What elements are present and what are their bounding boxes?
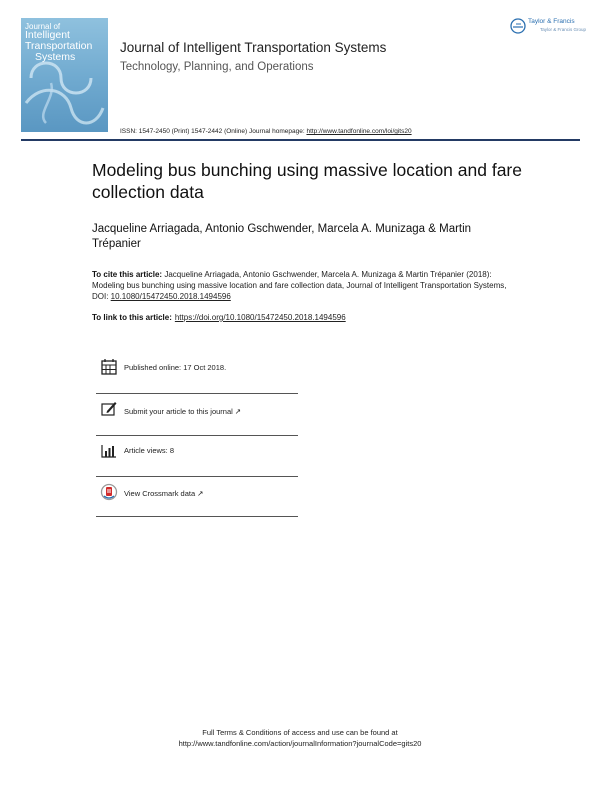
cover-title-line-3: Systems bbox=[35, 51, 76, 63]
citation-label: To cite this article: bbox=[92, 270, 163, 279]
article-views-label: Article views: 8 bbox=[124, 446, 175, 455]
link-label: To link to this article: bbox=[92, 313, 172, 322]
info-divider bbox=[96, 476, 298, 477]
published-online-label: Published online: 17 Oct 2018. bbox=[124, 363, 227, 372]
crossmark-label[interactable]: View Crossmark data ↗ bbox=[124, 489, 204, 498]
bar-chart-icon bbox=[100, 442, 118, 460]
article-authors: Jacqueline Arriagada, Antonio Gschwender, Marcela A. Munizaga & Martin Trépanier bbox=[92, 223, 472, 250]
cover-title-small: Journal of bbox=[25, 22, 61, 31]
issn-line bbox=[120, 128, 412, 135]
article-title: Modeling bus bunching using massive location and fare collection data bbox=[92, 160, 522, 202]
citation-doi-link[interactable]: 10.1080/15472450.2018.1494596 bbox=[110, 292, 231, 301]
publisher-logo-icon bbox=[510, 18, 526, 34]
header-divider bbox=[21, 139, 580, 141]
crossmark-row[interactable] bbox=[96, 483, 298, 524]
crossmark-icon bbox=[100, 483, 118, 501]
footer-terms-url[interactable]: http://www.tandfonline.com/action/journalInformation?journalCode=gits20 bbox=[178, 739, 422, 748]
citation-block bbox=[92, 269, 512, 302]
info-divider bbox=[96, 393, 298, 394]
calendar-icon bbox=[100, 358, 118, 376]
journal-cover-image bbox=[21, 18, 108, 132]
journal-title: Journal of Intelligent Transportation Systems bbox=[120, 40, 387, 55]
edit-icon bbox=[100, 400, 118, 418]
publisher-name: Taylor & Francis bbox=[528, 18, 575, 25]
info-divider bbox=[96, 516, 298, 517]
journal-homepage-link[interactable]: http://www.tandfonline.com/loi/gits20 bbox=[306, 128, 412, 135]
cover-title-line-1: Intelligent bbox=[25, 29, 70, 41]
submit-article-label[interactable]: Submit your article to this journal ↗ bbox=[124, 407, 242, 416]
external-link-icon: ↗ bbox=[234, 407, 242, 416]
publisher-logo bbox=[510, 16, 587, 38]
issn-text: ISSN: 1547-2450 (Print) 1547-2442 (Online) Journal homepage: bbox=[120, 128, 307, 135]
external-link-icon: ↗ bbox=[197, 489, 204, 498]
footer-line-1: Full Terms & Conditions of access and use can be found at bbox=[202, 728, 398, 737]
citation-text: Jacqueline Arriagada, Antonio Gschwender, Marcela A. Munizaga & Martin Trépanier (2018): Modeling bus bunching using massive location and fare collection data, Journal of Intelligent Transportation Systems, DOI: bbox=[92, 270, 507, 301]
publisher-group: Taylor & Francis Group bbox=[540, 27, 587, 32]
article-doi-url[interactable]: https://doi.org/10.1080/15472450.2018.1494596 bbox=[174, 313, 346, 322]
article-link-line bbox=[92, 313, 346, 322]
cover-title-line-2: Transportation bbox=[25, 40, 93, 52]
info-divider bbox=[96, 435, 298, 436]
footer bbox=[0, 727, 600, 749]
journal-subtitle: Technology, Planning, and Operations bbox=[120, 61, 314, 73]
